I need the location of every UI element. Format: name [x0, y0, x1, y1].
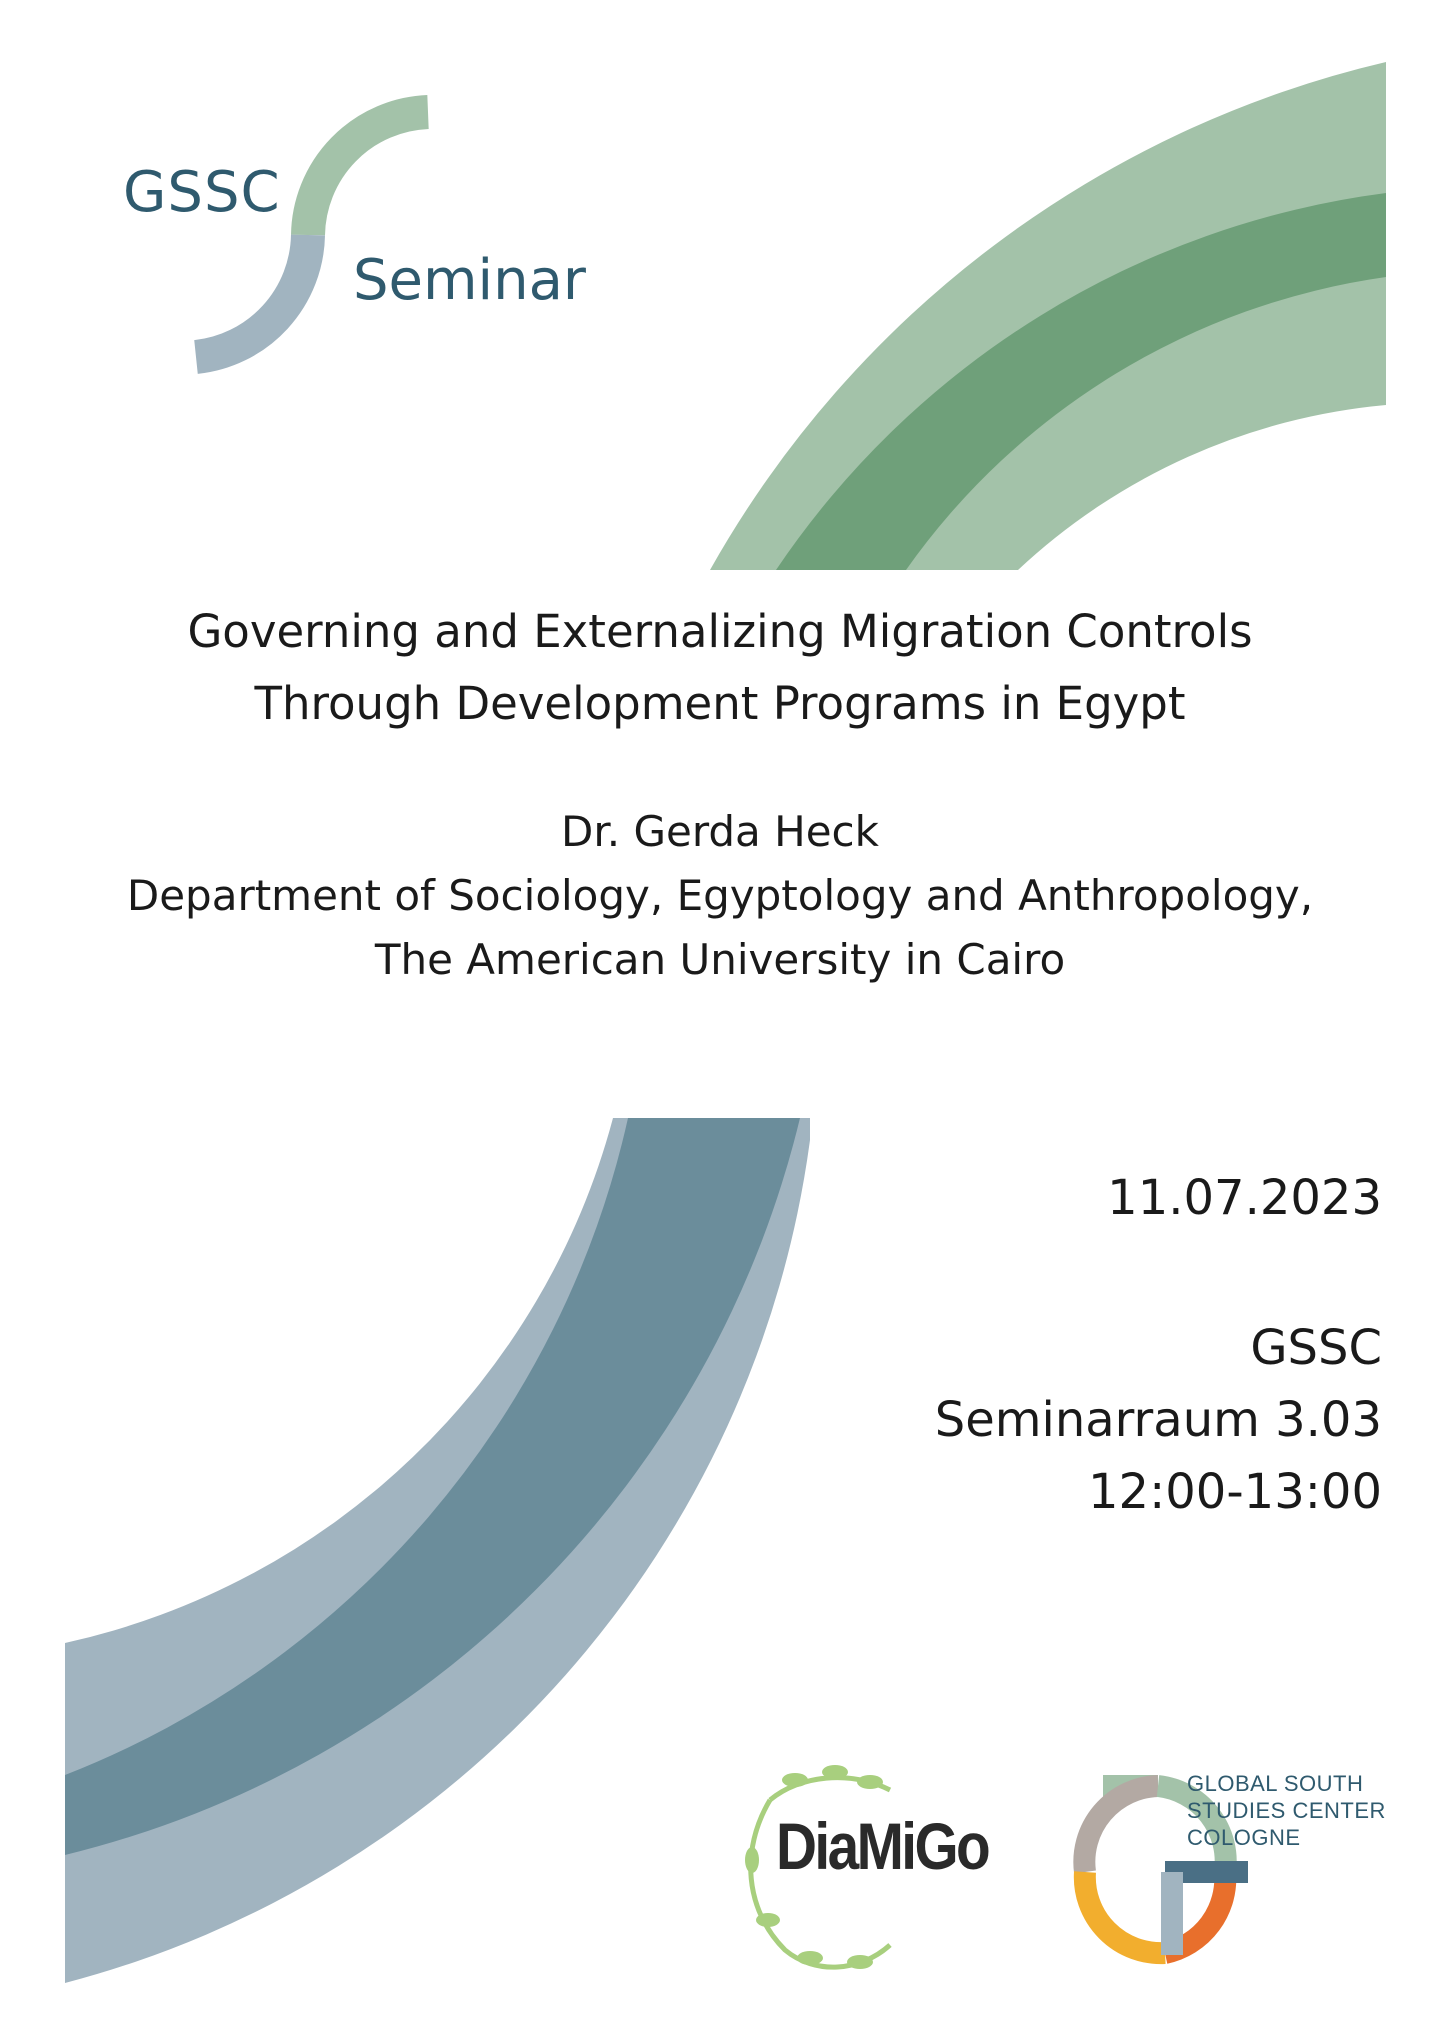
speaker-affiliation-2: The American University in Cairo — [374, 935, 1066, 984]
gssc-logo-line-2: STUDIES CENTER — [1187, 1798, 1386, 1823]
speaker-affiliation-1: Department of Sociology, Egyptology and Anthropology, — [126, 871, 1314, 920]
gssc-logo-line-3: COLOGNE — [1187, 1825, 1301, 1850]
series-logo-gssc: GSSC — [123, 160, 281, 225]
speaker-block — [60, 800, 1380, 992]
title-line-2: Through Development Programs in Egypt — [254, 677, 1186, 730]
diamigo-logo-text: DiaMiGo — [776, 1809, 989, 1883]
series-logo-seminar: Seminar — [353, 248, 586, 313]
speaker-name: Dr. Gerda Heck — [561, 807, 879, 856]
seminar-title — [60, 596, 1380, 740]
gssc-cologne-logo-text — [1187, 1770, 1386, 1851]
event-date: 11.07.2023 — [1107, 1170, 1382, 1226]
venue-location-1: GSSC — [1250, 1320, 1382, 1376]
event-venue — [935, 1312, 1382, 1528]
title-line-1: Governing and Externalizing Migration Controls — [187, 605, 1253, 658]
logo-curve-green — [308, 112, 428, 235]
event-time: 12:00-13:00 — [1088, 1464, 1382, 1520]
gssc-logo-line-1: GLOBAL SOUTH — [1187, 1771, 1364, 1796]
logo-curve-blue — [196, 235, 308, 357]
venue-location-2: Seminarraum 3.03 — [934, 1392, 1382, 1448]
